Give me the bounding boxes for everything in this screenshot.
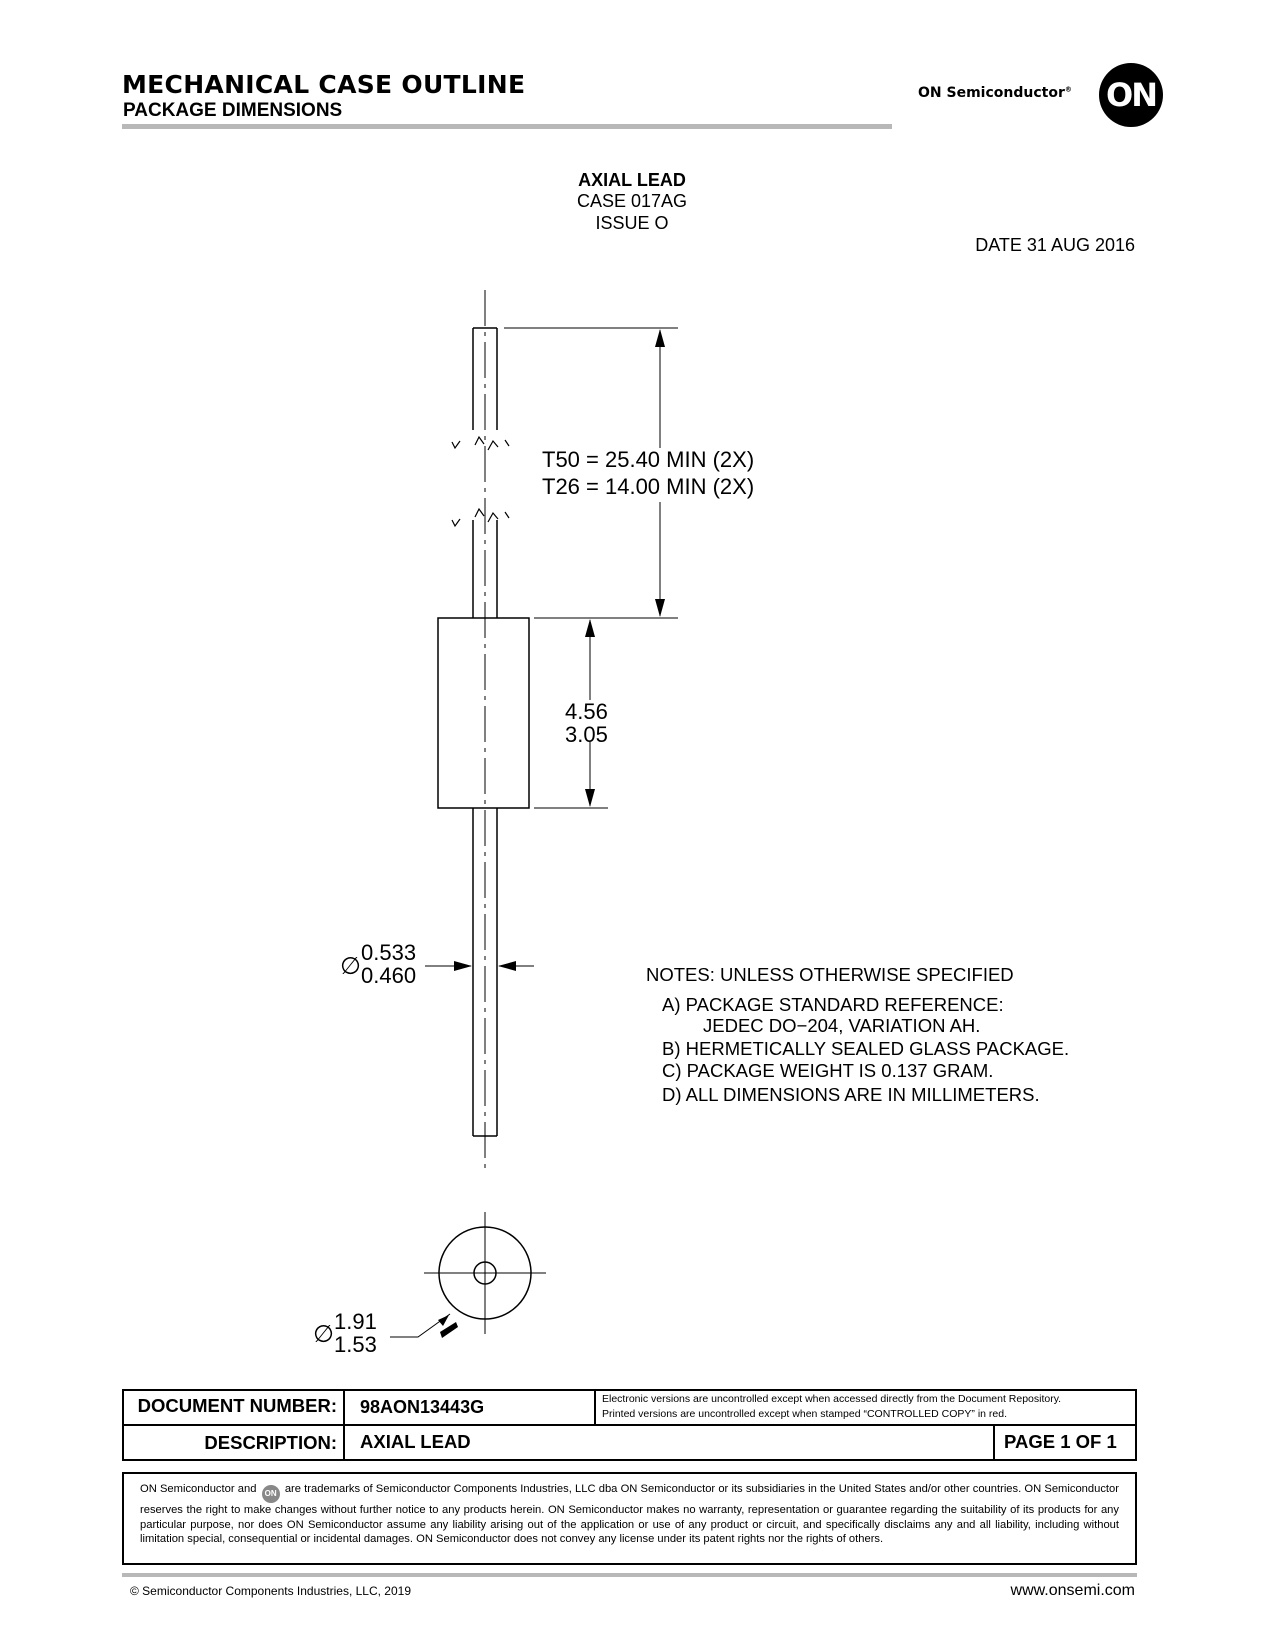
dim-t26: T26 = 14.00 MIN (2X)	[542, 474, 755, 499]
footer-divider	[122, 1573, 1137, 1577]
legal-notice	[122, 1472, 1137, 1565]
diameter-symbol-body: ∅	[313, 1321, 334, 1348]
disclaimer-line-1: Electronic versions are uncontrolled except when accessed directly from the Document Repository.	[602, 1393, 1062, 1405]
disclaimer-line-2: Printed versions are uncontrolled except when stamped “CONTROLLED COPY” in red.	[602, 1408, 1008, 1420]
dim-t50: T50 = 25.40 MIN (2X)	[542, 447, 755, 472]
dim-body-max: 4.56	[565, 699, 608, 724]
arrow-t50-top	[655, 329, 665, 347]
diameter-symbol-lead: ∅	[340, 953, 361, 980]
body-outline	[438, 618, 529, 808]
doc-number: 98AON13443G	[360, 1397, 485, 1417]
page-subtitle: PACKAGE DIMENSIONS	[123, 100, 343, 121]
note-a: A) PACKAGE STANDARD REFERENCE:	[662, 994, 1004, 1015]
legal-text-1: ON Semiconductor and	[140, 1483, 257, 1495]
dim-lead-dia-max: 0.533	[361, 940, 417, 965]
note-c: C) PACKAGE WEIGHT IS 0.137 GRAM.	[662, 1060, 994, 1081]
break-mark-lower	[452, 509, 509, 526]
doc-number-label: DOCUMENT NUMBER:	[137, 1395, 337, 1416]
arrow-body-top	[585, 619, 595, 637]
copyright: © Semiconductor Components Industries, LLC, 2019	[130, 1584, 411, 1598]
dim-lead-dia-min: 0.460	[361, 963, 417, 988]
note-b: B) HERMETICALLY SEALED GLASS PACKAGE.	[662, 1038, 1070, 1059]
document-date: DATE 31 AUG 2016	[975, 235, 1135, 255]
registered-mark: ®	[1064, 85, 1072, 94]
legal-text-2: are trademarks of Semiconductor Components Industries, LLC dba ON Semiconductor or its subsidiaries in the United States and/or other countries. ON Semiconductor reserves the right to make changes without further notice to any products herein. ON Semiconductor makes no warranty, representation or guarantee regarding the suitability of its products for any particular purpose, nor does ON Semiconductor assume any liability arising out of the application or use of any product or circuit, and specifically disclaims any and all liability, including without limitation special, consequential or incidental damages. ON Semiconductor does not convey any license under its patent rights nor the rights of others.	[140, 1483, 1119, 1546]
document-info-table	[122, 1389, 1137, 1461]
uncontrolled-disclaimer	[602, 1392, 1130, 1422]
package-name: AXIAL LEAD	[578, 170, 686, 190]
arrow-lead-left	[454, 961, 472, 971]
description-value: AXIAL LEAD	[360, 1431, 471, 1452]
break-mark-upper	[452, 437, 509, 450]
arrow-body-bottom	[585, 789, 595, 807]
page-title: MECHANICAL CASE OUTLINE	[122, 70, 526, 99]
note-a-detail: JEDEC DO−204, VARIATION AH.	[703, 1015, 981, 1036]
note-d: D) ALL DIMENSIONS ARE IN MILLIMETERS.	[662, 1084, 1040, 1105]
arrow-dia-outer	[438, 1315, 449, 1326]
arrow-t50-bottom	[655, 599, 665, 617]
on-mini-logo-icon: ON	[262, 1485, 280, 1503]
dim-body-dia-min: 1.53	[334, 1332, 377, 1357]
package-issue: ISSUE O	[595, 213, 669, 233]
package-case: CASE 017AG	[576, 191, 688, 211]
dim-body-min: 3.05	[565, 722, 608, 747]
description-label: DESCRIPTION:	[204, 1432, 337, 1453]
page-number: PAGE 1 OF 1	[1004, 1431, 1117, 1452]
on-logo-icon: ON	[1099, 63, 1163, 127]
arrow-lead-right	[498, 961, 516, 971]
website-url: www.onsemi.com	[1010, 1582, 1135, 1599]
dim-body-dia-max: 1.91	[334, 1309, 377, 1334]
notes-heading: NOTES: UNLESS OTHERWISE SPECIFIED	[646, 964, 1014, 985]
brand-text: ON Semiconductor	[918, 85, 1065, 101]
